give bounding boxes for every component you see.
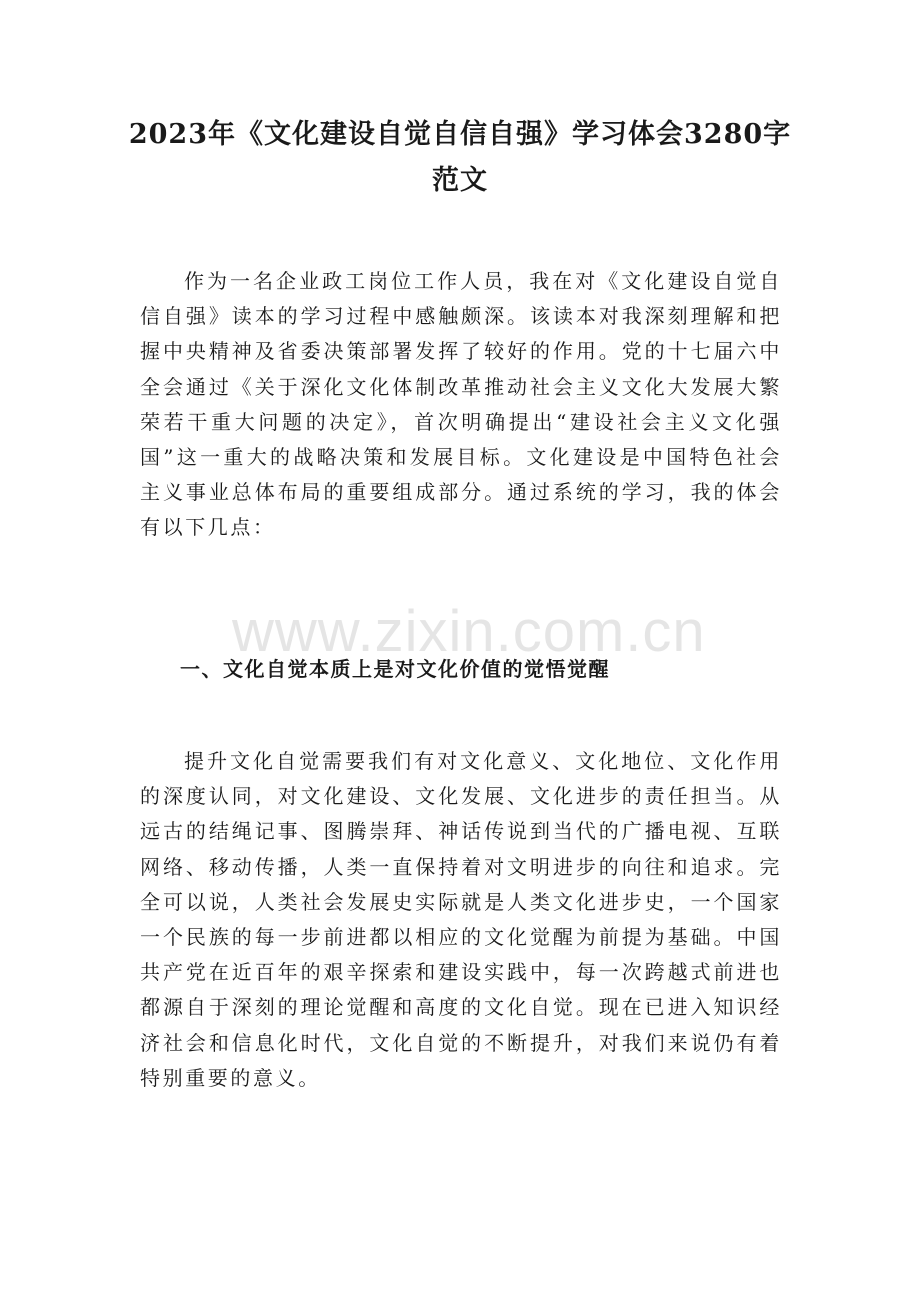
watermark: www.zixin.com.cn	[232, 599, 706, 664]
body-paragraph-section-1: 提升文化自觉需要我们有对文化意义、文化地位、文化作用的深度认同，对文化建设、文化发展、文化进步的责任担当。从远古的结绳记事、图腾崇拜、神话传说到当代的广播电视、互联网络、移动传播，人类一直保持着对文明进步的向往和追求。完全可以说，人类社会发展史实际就是人类文化进步史，一个国家一个民族的每一步前进都以相应的文化觉醒为前提为基础。中国共产党在近百年的艰辛探索和建设实践中，每一次跨越式前进也都源自于深刻的理论觉醒和高度的文化自觉。现在已进入知识经济社会和信息化时代，文化自觉的不断提升，对我们来说仍有着特别重要的意义。	[140, 749, 782, 1090]
section-heading: 一、文化自觉本质上是对文化价值的觉悟觉醒	[180, 657, 610, 681]
document-title: 2023年《文化建设自觉自信自强》学习体会3280字范文	[128, 119, 792, 196]
body-paragraph-intro: 作为一名企业政工岗位工作人员，我在对《文化建设自觉自信自强》读本的学习过程中感触颇深。该读本对我深刻理解和把握中央精神及省委决策部署发挥了较好的作用。党的十七届六中全会通过《关于深化文化体制改革推动社会主义文化大发展大繁荣若干重大问题的决定》，首次明确提出“建设社会主义文化强国”这一重大的战略决策和发展目标。文化建设是中国特色社会主义事业总体布局的重要组成部分。通过系统的学习，我的体会有以下几点：	[140, 269, 782, 540]
